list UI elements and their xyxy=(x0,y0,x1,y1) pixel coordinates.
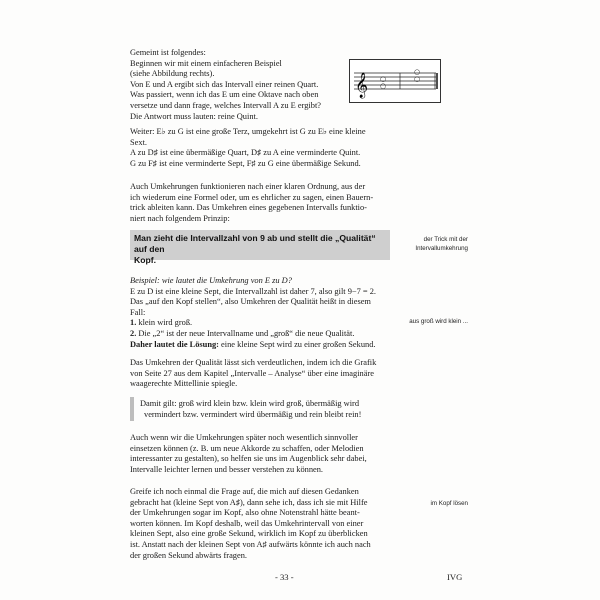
intro-paragraph xyxy=(130,48,345,122)
intro-line: Die Antwort muss lauten: reine Quint. xyxy=(130,111,258,121)
intro-line: Was passiert, wenn ich das E um eine Oktave nach oben xyxy=(130,90,319,100)
whole-note-icon: ○ xyxy=(414,75,421,83)
intro-line: Beginnen wir mit einem einfacheren Beispiel xyxy=(130,58,282,68)
visual-line: waagerechte Mittellinie spiegle. xyxy=(130,379,238,389)
margin-note-im-kopf xyxy=(400,500,468,509)
quote-line: vermindert bzw. vermindert wird übermäßig und rein bleibt rein! xyxy=(144,409,362,419)
example-line: Das „auf den Kopf stellen“, also Umkehren der Qualität heißt in diesem xyxy=(130,297,371,307)
margin-note-gross-klein xyxy=(395,318,468,327)
solution-text: eine kleine Sept wird zu einer großen Sekund. xyxy=(218,339,376,349)
further-line: A zu D♯ ist eine übermäßige Quart, D♯ zu A eine verminderte Quint. xyxy=(130,148,361,158)
greife-line: gebracht hat (kleine Sept von A♯), dann sehe ich, dass ich sie mit Hilfe xyxy=(130,497,368,507)
later-line: einsetzen können (z. B. um neue Akkorde zu schaffen, oder Melodien xyxy=(130,443,364,453)
step-text: klein wird groß. xyxy=(136,318,193,328)
further-line: Weiter: E♭ zu G ist eine große Terz, umgekehrt ist G zu E♭ eine kleine xyxy=(130,127,366,136)
intro-line: Von E und A ergibt sich das Intervall einer reinen Quart. xyxy=(130,79,319,89)
margin-note-line: Intervallumkehrung xyxy=(415,244,468,252)
intro-line: Gemeint ist folgendes: xyxy=(130,48,206,57)
intro-line: (siehe Abbildung rechts). xyxy=(130,69,215,79)
staff-figure xyxy=(349,59,441,103)
later-line: Intervalle leichter lernen und besser verstehen zu können. xyxy=(130,464,324,474)
rule-line: Man zieht die Intervallzahl von 9 ab und stellt die „Qualität“ auf den xyxy=(134,233,376,254)
quote-paragraph xyxy=(140,399,392,420)
greife-line: worten können. Im Kopf deshalb, weil das Umkehrintervall von einer xyxy=(130,518,364,528)
greife-line: der Umkehrungen sogar im Kopf, also ohne Notenstrahl hätte beant- xyxy=(130,508,360,518)
greife-line: Greife ich noch einmal die Frage auf, die mich auf diesen Gedanken xyxy=(130,487,359,496)
visual-line: von Seite 27 aus dem Kapitel „Intervalle – Analyse“ über eine imaginäre xyxy=(130,368,374,378)
order-line: Auch Umkehrungen funktionieren nach einer klaren Ordnung, aus der xyxy=(130,182,366,191)
example-paragraph xyxy=(130,276,392,350)
step-number: 1. xyxy=(130,318,137,328)
example-solution xyxy=(130,340,392,351)
example-step-2 xyxy=(130,329,392,340)
rule-line: Kopf. xyxy=(134,255,156,265)
step-text: Die „2“ ist der neue Intervallname und „groß“ die neue Qualität. xyxy=(136,328,355,338)
intro-line: versetze und dann frage, welches Intervall A zu E ergibt? xyxy=(130,100,321,110)
later-paragraph xyxy=(130,433,392,475)
later-line: Auch wenn wir die Umkehrungen später noch wesentlich sinnvoller xyxy=(130,433,358,442)
margin-note-line: im Kopf lösen xyxy=(430,500,468,507)
greife-line: kleinen Sept, also eine große Sekund, wirklich im Kopf zu überblicken xyxy=(130,529,368,539)
greife-paragraph xyxy=(130,487,392,561)
visual-paragraph xyxy=(130,358,392,390)
page-number: - 33 - xyxy=(275,572,294,582)
margin-note-line: der Trick mit der xyxy=(423,236,468,243)
greife-line: ist. Anstatt nach der kleinen Sept von A♯ aufwärts könnte ich auch nach xyxy=(130,539,371,549)
whole-note-icon: ○ xyxy=(380,75,387,83)
further-line: Sext. xyxy=(130,137,147,147)
order-line: ich wiederum eine Formel oder, um es ehrlicher zu sagen, einen Bauern- xyxy=(130,192,374,202)
treble-clef-icon: 𝄞 xyxy=(355,73,369,98)
margin-note-line: aus groß wird klein ... xyxy=(409,318,468,325)
example-heading: Beispiel: wie lautet die Umkehrung von E zu D? xyxy=(130,276,292,285)
example-line: E zu D ist eine kleine Sept, die Intervallzahl ist daher 7, also gilt 9−7 = 2. xyxy=(130,286,376,296)
order-paragraph xyxy=(130,182,392,224)
step-number: 2. xyxy=(130,328,137,338)
staff-svg xyxy=(350,60,440,102)
quote-line: Damit gilt: groß wird klein bzw. klein wird groß, übermäßig wird xyxy=(140,399,360,408)
order-line: trick ableiten kann. Das Umkehren eines gegebenen Intervalls funktio- xyxy=(130,203,367,213)
publisher-mark: IVG xyxy=(447,572,463,582)
greife-line: der großen Sekund abwärts fragen. xyxy=(130,550,247,560)
rule-text xyxy=(134,233,386,266)
order-line: niert nach folgendem Prinzip: xyxy=(130,213,230,223)
example-step-1 xyxy=(130,318,392,329)
visual-line: Das Umkehren der Qualität lässt sich verdeutlichen, indem ich die Grafik xyxy=(130,358,377,367)
whole-note-icon: ○ xyxy=(414,68,421,76)
further-paragraph xyxy=(130,127,392,169)
solution-label: Daher lautet die Lösung: xyxy=(130,339,219,349)
quote-bar xyxy=(130,397,134,421)
later-line: interessanter zu gestalten), so helfen sie uns im Augenblick sehr dabei, xyxy=(130,454,367,464)
whole-note-icon: ○ xyxy=(380,82,387,90)
margin-note-trick xyxy=(400,236,468,253)
example-line: Fall: xyxy=(130,307,146,317)
further-line: G zu F♯ ist eine verminderte Sept, F♯ zu G eine übermäßige Sekund. xyxy=(130,158,361,168)
